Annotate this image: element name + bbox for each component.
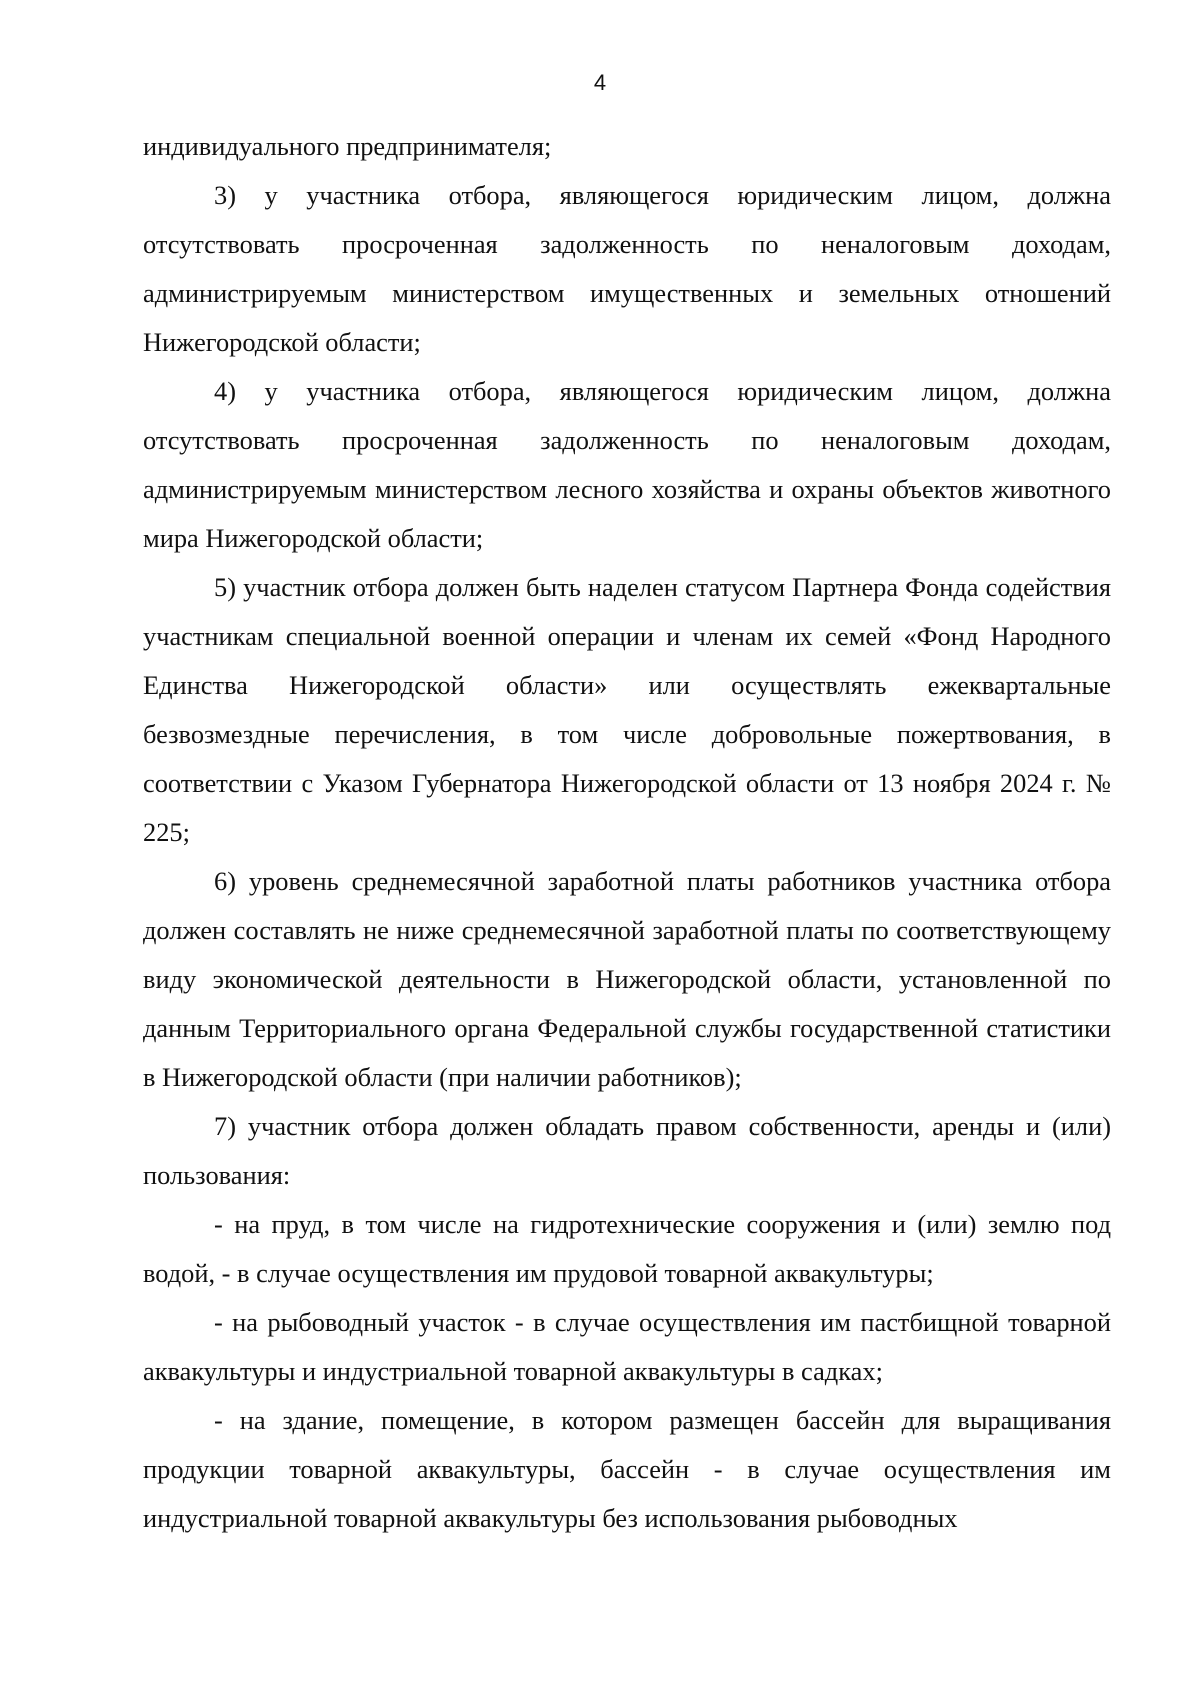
- paragraph-item-4: 4) у участника отбора, являющегося юридическим лицом, должна отсутствовать просроченная задолженность по неналоговым доходам, администрируемым министерством лесного хозяйства и охраны объектов животного мира Нижегородской области;: [143, 376, 1111, 553]
- paragraph-item-5: 5) участник отбора должен быть наделен статусом Партнера Фонда содействия участникам специальной военной операции и членам их семей «Фонд Народного Единства Нижегородской области» или осуществлять ежеквартальные безвозмездные перечисления, в том числе добровольные пожертвования, в соответствии с Указом Губернатора Нижегородской области от 13 ноября 2024 г. № 225;: [143, 572, 1111, 847]
- paragraph-item-6: 6) уровень среднемесячной заработной платы работников участника отбора должен составлять не ниже среднемесячной заработной платы по соответствующему виду экономической деятельности в Нижегородской области, установленной по данным Территориального органа Федеральной службы государственной статистики в Нижегородской области (при наличии работников);: [143, 866, 1111, 1092]
- paragraph-item-7: 7) участник отбора должен обладать правом собственности, аренды и (или) пользования:: [143, 1111, 1111, 1190]
- paragraph-subitem-fish-site: - на рыбоводный участок - в случае осуществления им пастбищной товарной аквакультуры и индустриальной товарной аквакультуры в садках;: [143, 1307, 1111, 1386]
- page-number: 4: [593, 70, 607, 95]
- paragraph-continuation: индивидуального предпринимателя;: [143, 131, 552, 161]
- paragraph-item-3: 3) у участника отбора, являющегося юридическим лицом, должна отсутствовать просроченная задолженность по неналоговым доходам, администрируемым министерством имущественных и земельных отношений Нижегородской области;: [143, 180, 1111, 357]
- paragraph-subitem-building: - на здание, помещение, в котором размещен бассейн для выращивания продукции товарной аквакультуры, бассейн - в случае осуществления им индустриальной товарной аквакультуры без использования рыбоводных: [143, 1405, 1111, 1533]
- paragraph-subitem-pond: - на пруд, в том числе на гидротехнические сооружения и (или) землю под водой, - в случае осуществления им прудовой товарной аквакультуры;: [143, 1209, 1111, 1288]
- document-body: [143, 122, 1111, 1543]
